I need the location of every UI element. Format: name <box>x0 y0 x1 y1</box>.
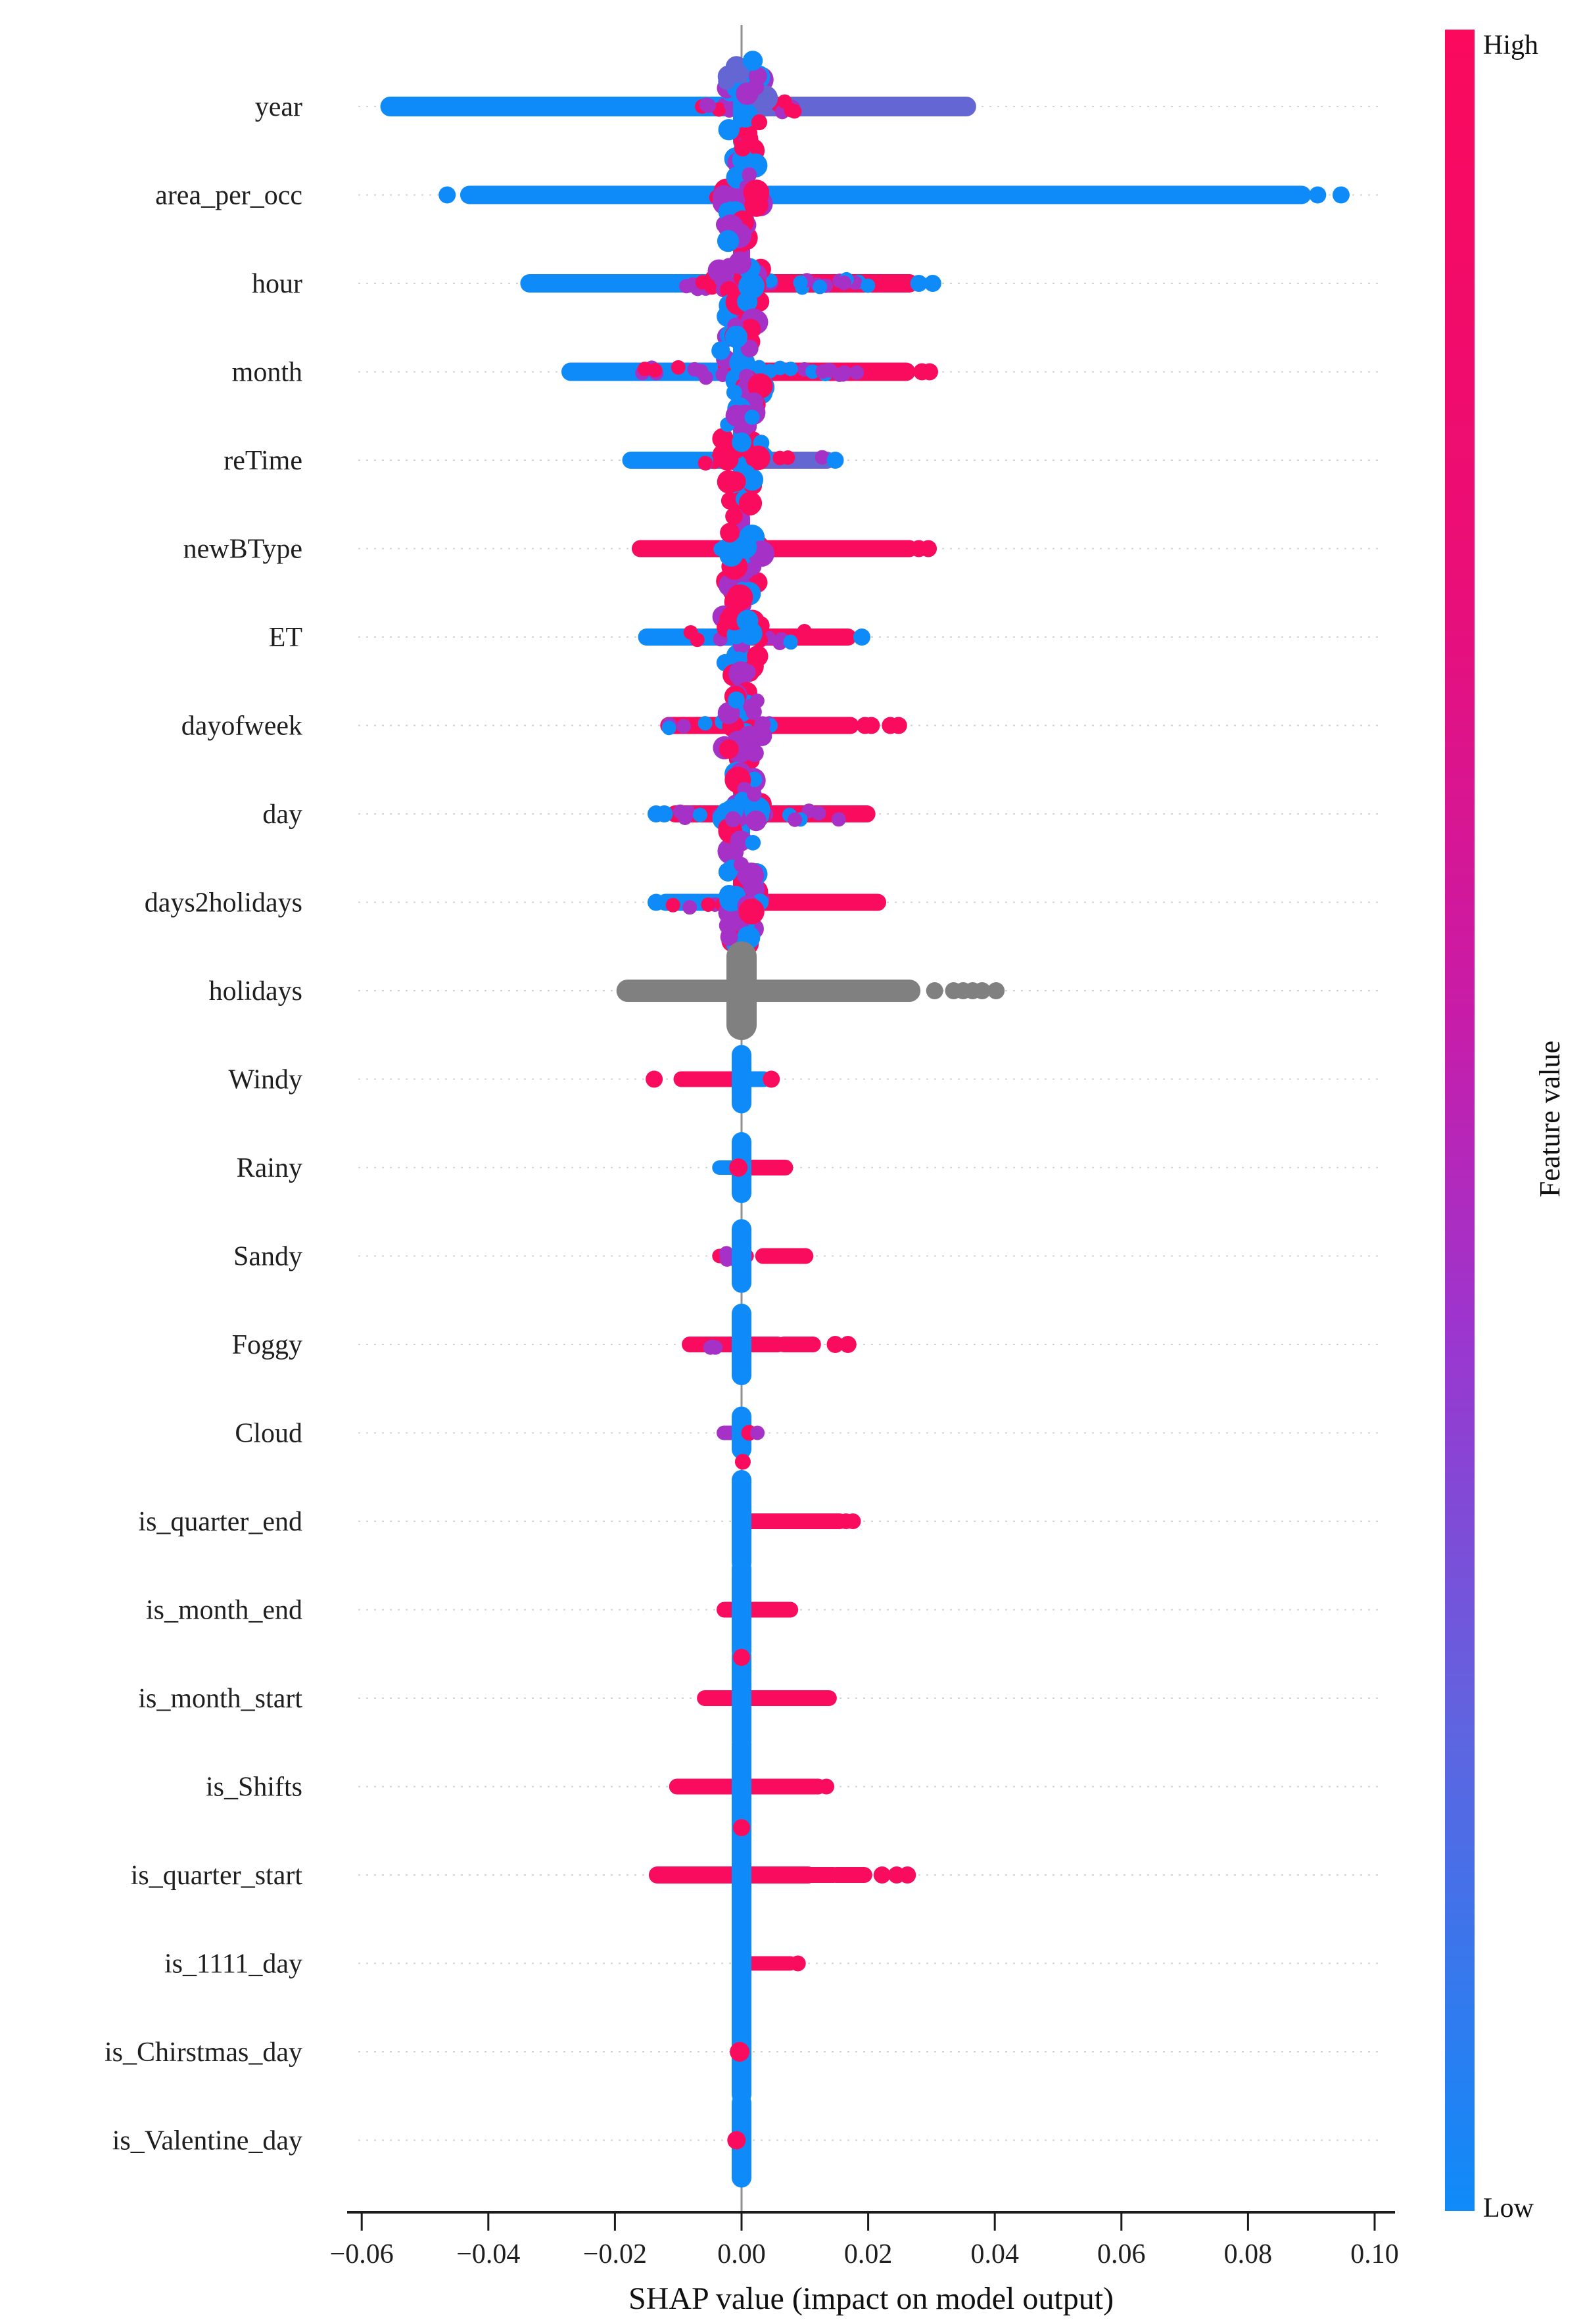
speckle-dot <box>816 364 830 379</box>
x-tick-label: 0.02 <box>843 2239 893 2269</box>
outlier-dot <box>920 540 937 557</box>
outlier-dot <box>987 982 1005 999</box>
feature-label-Cloud: Cloud <box>235 1418 302 1449</box>
feature-label-is_1111_day: is_1111_day <box>164 1949 302 1980</box>
beeswarm-row-is_Valentine_day <box>727 2093 751 2188</box>
outlier-dot <box>763 1071 780 1088</box>
speckle-dot <box>671 360 686 375</box>
blob-dot <box>744 193 768 217</box>
beeswarm-row-is_month_end <box>717 1559 798 1661</box>
outlier-dot <box>735 1454 751 1470</box>
outlier-dot <box>874 1866 891 1884</box>
speckle-dot <box>682 900 697 914</box>
blob-dot <box>745 811 766 831</box>
beeswarm-row-Cloud <box>717 1407 765 1470</box>
feature-label-Sandy: Sandy <box>233 1241 302 1272</box>
value-bar <box>717 1602 798 1618</box>
beeswarm-row-Foggy <box>682 1304 857 1385</box>
x-axis-title: SHAP value (impact on model output) <box>628 2281 1114 2316</box>
feature-label-reTime: reTime <box>224 446 302 476</box>
blob-dot <box>738 863 764 888</box>
beeswarm-row-Rainy <box>712 1132 793 1203</box>
blob-dot <box>734 139 751 156</box>
speckle-dot <box>698 456 713 470</box>
speckle-dot <box>811 806 826 820</box>
x-tick-label: 0.04 <box>970 2239 1019 2269</box>
blob-dot <box>751 114 767 130</box>
x-tick-label: 0.06 <box>1097 2239 1146 2269</box>
beeswarm-row-dayofweek <box>660 682 907 769</box>
outlier-dot <box>863 717 880 734</box>
feature-label-month: month <box>231 357 302 388</box>
beeswarm-row-reTime <box>622 404 843 510</box>
blob-dot <box>719 543 743 567</box>
outlier-dot <box>733 1649 750 1666</box>
outlier-dot <box>924 275 941 292</box>
feature-label-holidays: holidays <box>208 976 302 1007</box>
beeswarm-row-year <box>381 51 976 168</box>
colorbar-axis-label: Feature value <box>1534 1040 1566 1198</box>
outlier-dot <box>827 452 844 469</box>
beeswarm-row-newBType <box>632 492 937 605</box>
speckle-dot <box>701 99 716 113</box>
blob-dot <box>717 188 732 203</box>
speckle-dot <box>797 624 812 638</box>
blob-dot <box>708 259 730 281</box>
outlier-dot <box>921 364 938 381</box>
speckle-dot <box>784 634 798 649</box>
blob-dot <box>711 341 730 360</box>
outlier-dot <box>656 805 673 822</box>
blob-dot <box>725 325 747 348</box>
speckle-dot <box>832 368 847 382</box>
beeswarm-row-days2holidays <box>648 857 886 956</box>
outlier-dot <box>729 1158 747 1177</box>
value-bar <box>730 980 920 1002</box>
outlier-dot <box>646 1071 663 1088</box>
speckle-dot <box>793 275 808 290</box>
value-bar <box>776 1337 821 1352</box>
x-tick-label: 0.10 <box>1350 2239 1399 2269</box>
beeswarm-row-is_month_start <box>697 1646 837 1751</box>
feature-label-newBType: newBType <box>183 534 302 565</box>
outlier-dot <box>840 1336 857 1353</box>
blob-dot <box>745 835 761 851</box>
beeswarm-row-holidays <box>617 941 1005 1040</box>
colorbar <box>1445 30 1475 2211</box>
speckle-dot <box>673 805 688 819</box>
blob-dot <box>747 646 768 667</box>
feature-label-dayofweek: dayofweek <box>181 711 302 742</box>
blob-dot <box>739 492 762 515</box>
feature-label-is_month_start: is_month_start <box>138 1684 302 1714</box>
feature-label-is_Valentine_day: is_Valentine_day <box>112 2125 302 2156</box>
feature-label-hour: hour <box>252 269 302 299</box>
outlier-dot <box>1333 187 1350 204</box>
blob-dot <box>719 740 739 759</box>
speckle-dot <box>780 450 795 465</box>
feature-label-days2holidays: days2holidays <box>144 888 302 918</box>
blob-dot <box>718 73 735 90</box>
beeswarm-row-is_quarter_end <box>732 1470 861 1573</box>
feature-label-is_quarter_start: is_quarter_start <box>130 1861 302 1891</box>
blob-dot <box>736 82 758 105</box>
blob-dot <box>747 787 761 801</box>
value-bar <box>674 1072 740 1087</box>
feature-label-Windy: Windy <box>228 1064 302 1095</box>
beeswarm-row-Sandy <box>712 1220 813 1293</box>
speckle-dot <box>813 279 827 294</box>
outlier-dot <box>818 1779 834 1795</box>
outlier-dot <box>727 2131 745 2150</box>
value-bar <box>759 894 887 911</box>
beeswarm-row-is_quarter_start <box>649 1819 916 1935</box>
blob-dot <box>737 610 759 632</box>
speckle-dot <box>861 278 875 293</box>
outlier-dot <box>733 1819 750 1836</box>
outlier-dot <box>750 1426 765 1440</box>
beeswarm-row-Windy <box>646 1045 780 1114</box>
feature-label-Rainy: Rainy <box>236 1153 302 1183</box>
x-tick-label: 0.08 <box>1223 2239 1273 2269</box>
row-gridlines <box>358 107 1381 2141</box>
blob-dot <box>728 251 751 274</box>
speckle-dot <box>832 812 846 826</box>
beeswarm-row-is_Shifts <box>669 1734 834 1839</box>
value-bar <box>755 1248 814 1264</box>
beeswarm-row-is_Chirstmas_day <box>730 1999 751 2104</box>
blob-dot <box>739 899 765 924</box>
feature-label-is_month_end: is_month_end <box>146 1595 302 1626</box>
center-column <box>732 1304 751 1385</box>
outlier-dot <box>438 187 456 204</box>
speckle-dot <box>638 362 652 376</box>
speckle-dot <box>788 813 802 827</box>
speckle-dot <box>784 103 798 118</box>
x-tick-label: −0.04 <box>456 2239 521 2269</box>
speckle-dot <box>699 370 713 385</box>
outlier-dot <box>648 894 665 911</box>
blob-dot <box>725 508 743 525</box>
blob-dot <box>732 433 751 452</box>
speckle-dot <box>666 898 680 913</box>
speckle-dot <box>837 275 851 290</box>
x-tick-label: 0.00 <box>717 2239 766 2269</box>
value-bar <box>828 1867 872 1883</box>
feature-label-is_Shifts: is_Shifts <box>205 1772 302 1803</box>
feature-label-ET: ET <box>268 623 302 653</box>
blob-dot <box>738 726 761 749</box>
blob-dot <box>750 694 765 708</box>
blob-dot <box>728 692 745 709</box>
outlier-dot <box>845 1513 861 1529</box>
speckle-dot <box>849 366 864 380</box>
beeswarm-row-day <box>648 762 876 865</box>
center-column <box>732 1470 751 1573</box>
feature-label-day: day <box>262 799 302 830</box>
blob-dot <box>725 811 741 827</box>
speckle-dot <box>693 808 707 822</box>
speckle-dot <box>701 897 715 912</box>
value-bar <box>732 186 1311 204</box>
outlier-dot <box>899 1866 916 1884</box>
x-tick-label: −0.02 <box>582 2239 647 2269</box>
speckle-dot <box>696 275 710 289</box>
speckle-dot <box>684 625 698 640</box>
outlier-dot <box>1309 187 1326 204</box>
beeswarm-row-area_per_occ <box>438 139 1350 250</box>
x-tick-label: −0.06 <box>329 2239 394 2269</box>
colorbar-low-label: Low <box>1483 2193 1534 2223</box>
feature-label-area_per_occ: area_per_occ <box>155 180 302 211</box>
center-column <box>732 1045 751 1114</box>
center-column <box>732 1220 751 1293</box>
speckle-dot <box>698 716 713 730</box>
feature-labels <box>105 92 302 2156</box>
center-column <box>726 941 757 1040</box>
outlier-dot <box>853 628 870 646</box>
feature-label-year: year <box>254 92 302 122</box>
value-bar <box>460 186 751 204</box>
outlier-dot <box>926 982 943 999</box>
outlier-dot <box>730 2042 749 2062</box>
outlier-dot <box>790 1956 806 1972</box>
blob-dot <box>745 410 760 425</box>
speckle-dot <box>676 719 691 734</box>
x-axis-ticks <box>330 2212 1399 2269</box>
blob-dot <box>726 471 746 492</box>
colorbar-high-label: High <box>1483 30 1538 60</box>
speckle-dot <box>703 1340 718 1355</box>
blob-dot <box>743 51 763 70</box>
feature-label-is_Chirstmas_day: is_Chirstmas_day <box>105 2037 302 2068</box>
outlier-dot <box>890 717 907 734</box>
value-bar <box>697 1690 837 1706</box>
speckle-dot <box>662 721 676 735</box>
feature-label-is_quarter_end: is_quarter_end <box>138 1507 302 1537</box>
blob-dot <box>717 230 739 252</box>
feature-label-Foggy: Foggy <box>231 1330 302 1360</box>
